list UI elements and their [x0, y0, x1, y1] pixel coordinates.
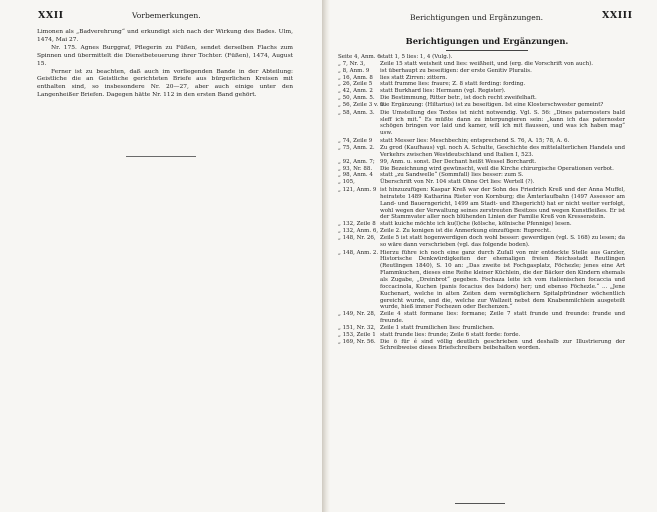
errata-text [380, 102, 625, 109]
errata-entry [335, 61, 625, 68]
errata-line: Die ö für é sind völlig deutlich geschrieben und deshalb zur Illustrierung der Schreibweise dieses Briefschreibers beibehalten worden. [380, 338, 625, 352]
errata-list [335, 54, 625, 352]
errata-text [380, 325, 625, 332]
left-page [0, 0, 323, 512]
errata-reference: „ 74, Zeile 9 [338, 138, 373, 145]
errata-reference: „ 75, Anm. 2. [338, 144, 375, 151]
errata-entry [335, 159, 625, 166]
errata-line: Überschrift von Nr. 104 statt Ohne Ort lies: Wertell (?). [380, 179, 535, 186]
errata-reference: „ 7, Nr. 3, [338, 60, 366, 67]
errata-entry [335, 179, 625, 186]
section-title: Berichtigungen und Ergänzungen. [405, 36, 569, 46]
errata-text [380, 138, 625, 145]
errata-text [380, 95, 625, 102]
errata-entry [335, 187, 625, 221]
section-divider [126, 156, 196, 157]
left-paragraph: Ferner ist zu beachten, daß auch im vorliegenden Bande in der Abteilung: Geistliche die an Geistliche gerichteten Briefe aus bürgerlichen Kreisen mit enthalten sind, so insbesondere Nr. 20—27, aber auch einige unter den Langenheißer Briefen. Dagegen hätte Nr. 112 in den ersten Band gehört. [37, 68, 293, 99]
errata-entry [335, 138, 625, 145]
left-running-head: Vorbemerkungen. [132, 11, 201, 20]
errata-line: Zu grod (Kaufhaus) vgl. noch A. Schulte, Geschichte des mittelalterlichen Handels und Verkehrs zwischen Westdeutschland und Italien I, 523. [380, 144, 625, 158]
errata-entry [335, 311, 625, 325]
errata-reference: „ 16, Anm. 8 [338, 74, 373, 81]
errata-line: 99, Anm. u. sonst. Der Dechant heißt Wessel Borchardt. [380, 158, 537, 165]
title-underline [446, 50, 528, 51]
errata-text [380, 75, 625, 82]
errata-line: statt Messer lies: Meschbechin; entsprechend S. 76, A. 15; 78, A. 6. [380, 138, 570, 145]
errata-entry [335, 250, 625, 312]
errata-reference: „ 148, Anm. 2. [338, 249, 379, 256]
errata-reference: „ 98, Anm. 4 [338, 172, 373, 179]
errata-entry [335, 110, 625, 137]
bottom-divider [455, 503, 505, 504]
errata-entry [335, 221, 625, 228]
errata-entry [335, 325, 625, 332]
errata-entry [335, 75, 625, 82]
errata-line: Die Ergänzung: (Hiltarius) ist zu beseitigen. Ist eine Klosterschwester gemeint? [380, 101, 604, 108]
errata-entry [335, 54, 625, 61]
errata-text [380, 187, 625, 221]
errata-reference: „ 42, Anm. 2 [338, 88, 373, 95]
errata-line: statt frunde lies: frunde; Zeile 6 statt forde: forde. [380, 331, 521, 338]
errata-entry [335, 95, 625, 102]
book-gutter [322, 0, 330, 512]
errata-reference: „ 151, Nr. 32, [338, 324, 376, 331]
errata-text [380, 311, 625, 325]
errata-entry [335, 102, 625, 109]
errata-line: statt „zu Sandwelle“ (Sommfall) lies besser: zum S. [380, 172, 524, 179]
errata-text [380, 250, 625, 312]
errata-text [380, 221, 625, 228]
errata-reference: „ 169, Nr. 56. [338, 338, 376, 345]
errata-text [380, 235, 625, 249]
errata-text [380, 68, 625, 75]
left-paragraph: Limonen als „Badverehrung“ und erkundigt sich nach der Wirkung des Bades. Ulm, 1474, Mai 27. [37, 29, 293, 43]
errata-text [380, 110, 625, 137]
errata-entry [335, 228, 625, 235]
errata-text [380, 54, 625, 61]
errata-line: Zeile 4 statt formane lies: formane; Zeile 7 statt frunde und freunde: frunde und freunde. [380, 311, 625, 325]
errata-line: Die Bezeichnung wird gewünscht, weil die Kirche chirurgische Operationen verbot. [380, 165, 614, 172]
right-running-head: Berichtigungen und Ergänzungen. [410, 13, 544, 22]
errata-line: Die Umstellung des Textes ist nicht notwendig. Vgl. S. 56: „Dines paternosters bald sleff ich mit.“ Es müßte dann zu interpungieren sein: „kann ich das paternoster schögen bringen vor laid und kamer, will ich mit flaussen, und was ich haben mag“ usw. [380, 109, 625, 137]
errata-reference: „ 93, Nr. 88. [338, 165, 373, 172]
errata-reference: „ 132, Anm. 6, [338, 228, 379, 235]
errata-line: statt kuiche möchte ich ku(l)che (kölsche, kölnische Pfennige) lesen. [380, 221, 572, 228]
errata-line: ist überhaupt zu beseitigen: der erste Genitiv Pluralis. [380, 67, 532, 74]
errata-reference: Seite 4, Anm. 6 [338, 54, 381, 60]
errata-reference: „ 105, [338, 179, 355, 186]
errata-text [380, 61, 625, 68]
errata-line: lies statt Zirren: zittern. [380, 74, 448, 81]
left-page-number: XXII [38, 10, 64, 21]
errata-reference: „ 8, Anm. 9 [338, 67, 370, 74]
errata-text [380, 145, 625, 159]
errata-text [380, 228, 625, 235]
left-paragraph: Nr. 175. Agnes Burggraf, Pflegerin zu Füßen, sendet derselben Flachs zum Spinnen und übermittelt die Dienstbeteuerung ihrer Tochter. (Füßen), 1474, August 15. [37, 44, 293, 67]
errata-text [380, 332, 625, 339]
errata-line: Die Bestimmung, Ritter betr., ist doch recht zweifelhaft. [380, 95, 537, 102]
errata-reference: „ 92, Anm. 7; [338, 158, 375, 165]
errata-text [380, 339, 625, 353]
errata-text [380, 159, 625, 166]
errata-line: ist hinzuzufügen: Kaspar Kreß war der Sohn des Friedrich Kreß und der Anna Muffel, heiratete 1489 Katharina Rieter von Kornburg; die Ämterlaufbahn (1497 Assessor am Land- und Bauerngericht, 1499 am Stadt- und Ehegericht) hat er nicht weiter verfolgt, wohl wegen der Verwaltung seines zerstreuten Besitzes und wegen Kunstfleißes. Er ist der Stammvater aller noch blühenden Linien der Familie Kreß von Kressenstein. [380, 187, 625, 221]
errata-text [380, 179, 625, 186]
errata-line: statt 1, 5 lies: 1, 4 (Vulg.). [380, 54, 453, 60]
errata-reference: „ 153, Zeile 1 [338, 331, 376, 338]
left-body [37, 29, 293, 100]
errata-entry [335, 235, 625, 249]
errata-line: statt Burkhard lies: Hermann (vgl. Register). [380, 88, 506, 95]
right-page [330, 0, 657, 512]
errata-entry [335, 332, 625, 339]
errata-reference: „ 50, Anm. 5. [338, 95, 375, 102]
errata-reference: „ 148, Nr. 26, [338, 234, 376, 241]
errata-line: Zeile 2. Zu konigen ist die Anmerkung einzufügen: Ruprecht. [380, 228, 552, 235]
errata-entry [335, 339, 625, 353]
errata-reference: „ 121, Anm. 9 [338, 187, 377, 194]
errata-entry [335, 68, 625, 75]
errata-line: Zeile 5 ist statt hogenwerdigen doch wohl besser: gewerdigen (vgl. S. 168) zu lesen; da so wäre dann verschrieben (vgl. das folgende boden). [380, 234, 625, 248]
right-page-number: XXIII [602, 10, 633, 21]
errata-line: Zeile 15 statt weisheit und lies: weißheit, und (erg. die Vorschrift von auch). [380, 60, 594, 67]
errata-entry [335, 145, 625, 159]
errata-entry [335, 88, 625, 95]
errata-text [380, 88, 625, 95]
errata-reference: „ 132, Zeile 8 [338, 221, 376, 228]
errata-reference: „ 149, Nr. 28, [338, 311, 376, 318]
errata-reference: „ 56, Zeile 3 v. u. [338, 101, 386, 108]
errata-line: Hierzu führe ich noch eine ganz durch Zufall von mir entdeckte Stelle aus Garzler, Historische Denkwürdigkeiten der ehemaligen freien Reichsstadt Reutlingen (Reutlingen 1840), S. 10 an: „Das zweite ist Fochgasplatz, Föchezle; jenes eine Art Flammkuchen, dieses eine Reihe kleiner Küchlein, die der Bäcker den Kindern ehemals als Zugabe, „Dreinbrot“ gegeben. Fochaza leite ich vom italienischen focaccia und foccacinola, Kuchen (panis focacius des Isidors) her; und ebenso Föchezle.“ ... „Jene Kuchenart, welche in alten Zeiten dem vermöglichern Spitalpfründner wöchentlich gereicht wurde, und die, welche zur Wallzeit nebst dem Knabenmilchlein ausgeteilt wurde, hieß immer Fochezen oder Bechenzen.“ [380, 249, 625, 311]
errata-reference: „ 26, Zeile 5 [338, 81, 373, 88]
errata-line: Zeile 1 statt frumilichen lies: frumlichen. [380, 324, 495, 331]
errata-line: statt frumme lies: fraure; Z. 8 statt ferding: fording. [380, 81, 526, 88]
errata-reference: „ 58, Anm. 3. [338, 109, 375, 116]
